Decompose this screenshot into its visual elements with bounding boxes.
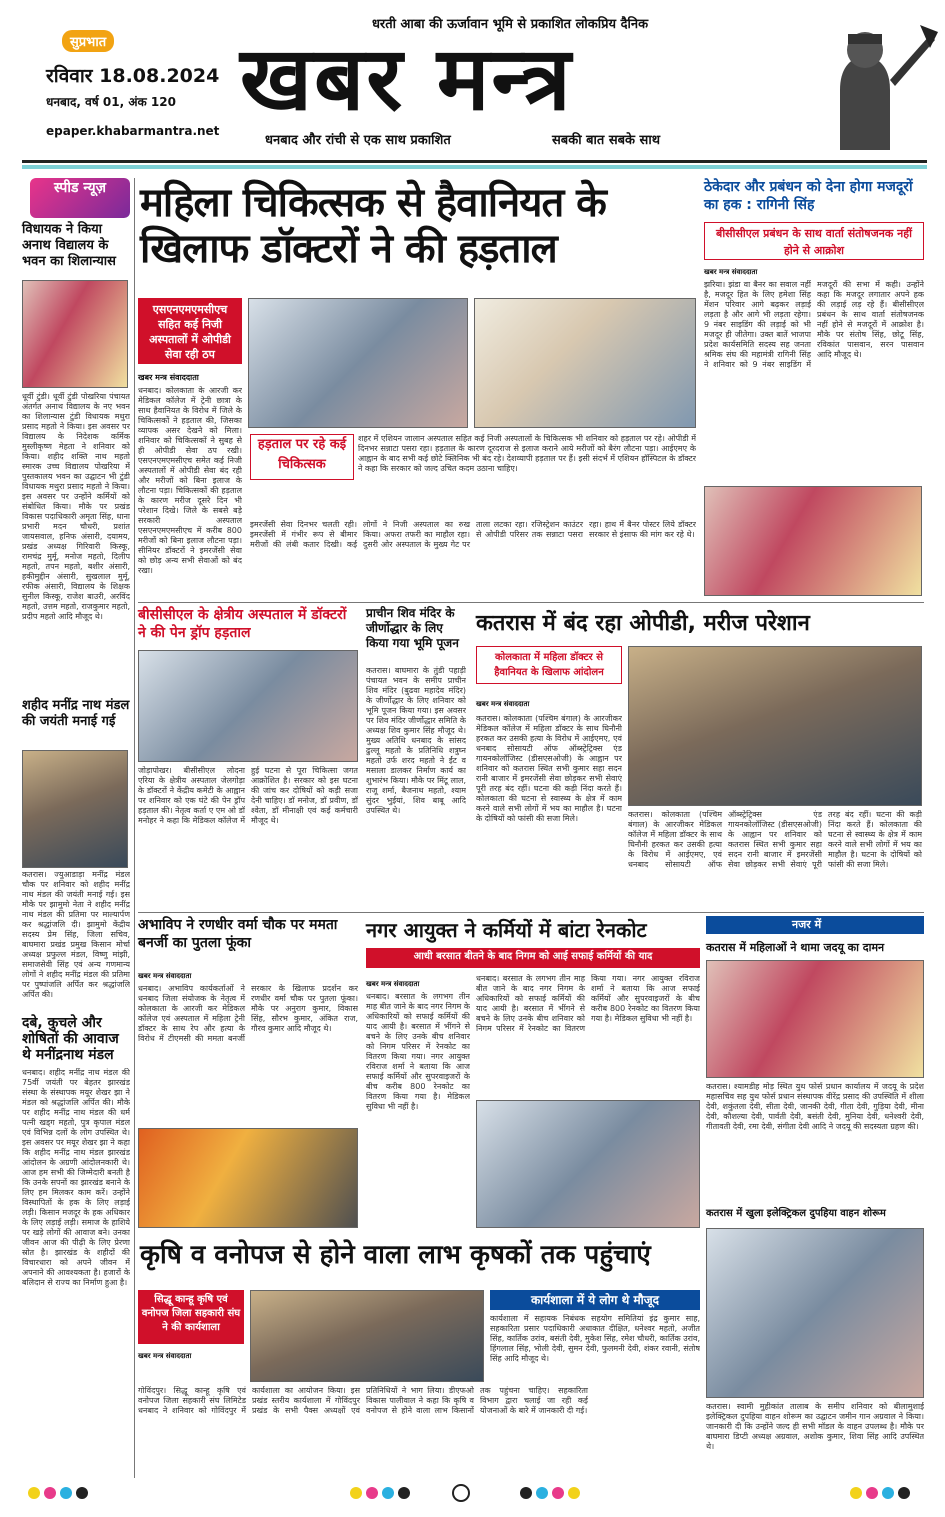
speed-body-1: धूर्वी टुंडी। धूर्वी टुंडी पोखरिया पंचायत अंतर्गत अनाथ विद्यालय के नए भवन का शिलान्यास टुंडी विधायक मथुरा प्रसाद महतो ने किया। इस अवसर पर विद्यालय के निदेशक कर्मिक मुस्लीकृष्ण मेहता ने शनिवार को किया। शहीद शक्ति नाथ महतो स्मारक उच्च विद्यालय पोखरिया में पुस्तकालय भवन का उद्घाटन भी टुंडी विधायक मथुरा प्रसाद महतो ने किया। इस अवसर पर उन्होंने कर्मियों को संबोधित किया। मौके पर प्रखंड विकास पदाधिकारी अमृता सिंह, धाना प्रभारी मदन चौधरी, प्रशांत जायसवाल, हनिफ अंसारी, दयामय, प्रखंड अध्यक्ष गिरिवारी किस्कू, रामचंद्र मुर्मू, मनोज महतो, दिलीप महतो, तपन महतो, बशीर अंसारी, हकीमुद्दीन अंसारी, सुखलाल मुर्मू, रफीक अंसारी, विद्यालय के शिक्षक सुनील किस्कू, राजेश बाउरी, अरविंद महतो, उत्तम महतो, राजकुमार महतो, प्रदीप महतो आदि मौजूद थे। (22, 392, 130, 621)
nagar-kicker: आधी बरसात बीतने के बाद निगम को आई सफाई कर्मियों की याद (366, 948, 700, 968)
lead-byline: खबर मन्त्र संवाददाता (138, 373, 199, 382)
shiv-headline: प्राचीन शिव मंदिर के जीर्णोद्धार के लिए किया गया भूमि पूजन (366, 606, 459, 650)
nagar-body: धनबाद। बरसात के लगभग तीन माह बीत जाने के बाद नगर निगम के अधिकारियों को सफाई कर्मियों की याद आयी है। बरसात में भींगने से बचने के लिए उनके बीच शनिवार को निगम परिसर में रेनकोट का वितरण किया गया। नगर आयुक्त रविराज शर्मा ने बताया कि आज सफाई कर्मियों और सुपरवाइजरों के बीच करीब 800 रेनकोट का वितरण किया गया है। मेडिकल सुविधा भी नहीं है। (366, 992, 470, 1111)
speed-photo-1 (22, 280, 128, 388)
nagar-body-2: धनबाद। बरसात के लगभग तीन माह बीत जाने के बाद नगर निगम के अधिकारियों को सफाई कर्मियों की याद आयी है। बरसात में भींगने से बचने के लिए उनके बीच शनिवार को निगम परिसर में रेनकोट का वितरण किया गया। नगर आयुक्त रविराज शर्मा ने बताया कि आज सफाई कर्मियों और सुपरवाइजरों के बीच करीब 800 रेनकोट का वितरण किया गया है। मेडिकल सुविधा भी नहीं है। (476, 974, 700, 1033)
nagar-headline: नगर आयुक्त ने कर्मियों में बांटा रेनकोट (366, 918, 647, 942)
epaper-link[interactable]: epaper.khabarmantra.net (46, 124, 220, 138)
right-byline: खबर मन्त्र संवाददाता (704, 268, 758, 276)
nagar-byline: खबर मन्त्र संवाददाता (366, 980, 420, 988)
speed-headline-3: दबे, कुचले और शोषितों की आवाज थे मनींद्रनाथ मंडल (22, 1015, 119, 1063)
registration-marks-right (520, 1487, 580, 1499)
krishi-sidebar-body: कार्यशाला में सहायक निबंधक सहयोग समितियां इंद्र कुमार साह, सहकारिता प्रसार पदाधिकारी अधाकात दीक्षित, धनेश्वर महतो, अजीत सिंह, कार्तिक उरांव, बसंती देवी, मुकेश सिंह, रमेश चौधरी, कार्तिक उरांव, हिंगलाल सिंह, भोली देवी, सुमन देवी, फुलमनी देवी, शंकर रवानी, संतोष सिंह आदि मौजूद थे। (490, 1314, 700, 1363)
nazar-body-1: कतरास। श्यामडीह मोड़ स्थित युथ फोर्स प्रधान कार्यालय में जदयू के प्रदेश महासचिव सह युथ फोर्स प्रधान संस्थापक वीरेंद्र प्रसाद की उपस्थिति में शीला देवी, शकुंतला देवी, सीता देवी, जानकी देवी, गीता देवी, गुड़िया देवी, मीना देवी, कौशल्या देवी, पार्वती देवी, बसंती देवी, मुनिया देवी, धनेश्वरी देवी, गीतावती देवी, रमा देवी, संगीता देवी आदि ने जदयू की सदस्यता ग्रहण की। (706, 1082, 924, 1131)
lead-red-kicker: हड़ताल पर रहे कई चिकित्सक (250, 434, 354, 480)
tagline: धरती आबा की ऊर्जावान भूमि से प्रकाशित लोकप्रिय दैनिक (371, 17, 649, 32)
speed-headline-2: शहीद मनींद्र नाथ मंडल की जयंती मनाई गई (22, 698, 130, 729)
header-rule (22, 160, 927, 163)
nazar-photo-1 (706, 960, 924, 1078)
brand-tag: सुप्रभात (62, 30, 114, 52)
lead-body-2: शहर में एशियन जालान अस्पताल सहित कई निजी अस्पतालों के चिकित्सक भी शनिवार को हड़ताल पर रहे। ओपीडी में दिनभर सन्नाटा पसरा रहा। हड़ताल के कारण दूरदराज से इलाज कराने आये मरीजों को बैरंग लौटना पड़ा। आईएमए के आह्वान के बाद सभी कई छोटे क्लिनिक भी बंद रहे। देशव्यापी हड़ताल पर हैं। इसी संदर्भ में एशियन हॉस्पिटल के डॉक्टर ने कहा कि सरकार को जल्द उचित कदम उठाना चाहिए। (358, 434, 696, 473)
speed-body-2: कतरास। ज्युआडाड़ा मनींद्र मंडल चौक पर शनिवार को शहीद मनींद्र नाथ मंडल की जयंती मनाई गई। इस मौके पर झामुमो नेता ने शहीद मनींद्र नाथ मंडल की प्रतिमा पर माल्यार्पण कर श्रद्धांजलि दी। झामुमो केंद्रीय सदस्य प्रेम सिंह, जिला सचिव, बाघमारा प्रखंड प्रमुख किसान मोर्चा अध्यक्ष प्रफुल्ल मंडल, विष्णु मांझी, समाजसेवी सिंह एवं अन्य गणमान्य लोगों ने शहीद मनींद्र मंडल की प्रतिमा पर पुष्पांजलि अर्पित कर श्रद्धांजलि अर्पित की। (22, 870, 130, 999)
speed-body-3: धनबाद। शहीद मनींद्र नाथ मंडल की 75वीं जयंती पर बेहतर झारखंड संस्था के संस्थापक मयूर शेखर झा ने मंडल को श्रद्धांजलि अर्पित की। मौके पर शहीद मनींद्र नाथ मंडल की धर्म पत्नी खड्ग महतो, पुत्र कृपाल मंडल एवं विभिन्न दलों के लोग उपस्थित थे। इस अवसर पर मयूर शेखर झा ने कहा कि शहीद मनींद्र नाथ मंडल झारखंड आंदोलन के अग्रणी आंदोलनकारी थे। आज हम सभी की जिम्मेदारी बनती है कि उनके सपनों का झारखंड बनाने के लिए हम मिलकर काम करें। उन्होंने विस्थापितों के हक के लिए लड़ाई लड़ी। किसान मजदूर के हक अधिकार के लिए लड़ाई लड़ी। समाज के हाशिये पर खड़े लोगों की आवाज बने। उनका जीवन आज की पीढ़ी के लिए प्रेरणा स्रोत है। झारखंड के शहीदों की विचारधारा को अपने जीवन में अपनाने की आवश्यकता है। हजारों के बलिदान से राज्य का निर्माण हुआ है। (22, 1068, 130, 1287)
registration-marks-left (28, 1487, 88, 1499)
katras-headline: कतरास में बंद रहा ओपीडी, मरीज परेशान (476, 611, 810, 636)
right-headline: ठेकेदार और प्रबंधन को देना होगा मजदूरों का हक : रागिनी सिंह (704, 179, 913, 213)
katras-body-2: कतरास। कोलकाता (पश्चिम बंगाल) के आरजीकर मेडिकल कॉलेज में महिला डॉक्टर के साथ घिनौनी हरकत कर उसकी हत्या के विरोध में आईएमए, एवं धनबाद सोसायटी ऑफ ऑब्स्ट्रेट्रिक्स एंड गायनकोलॉजिस्ट (डीसएसओजी) के आह्वान पर शनिवार को कतरास स्थित सभी कुमार सहा सदन रानी बाजार में इमरजेंसी सेवा छोड़कर सभी सेवाएं पूरी तरह बंद रहीं। घटना की कड़ी निंदा करते हैं। कोलकाता की घटना से स्वास्थ्य के क्षेत्र में काम करने वाले सभी लोगों में भय का माहौल है। घटना के दोषियों को फांसी की सजा मिले। (628, 810, 922, 869)
abvp-photo (138, 1128, 358, 1228)
nazar-label: नजर में (792, 918, 822, 931)
column-divider (134, 178, 135, 1478)
section-divider (138, 602, 924, 603)
issue-number: धनबाद, वर्ष 01, अंक 120 (46, 95, 176, 109)
right-photo (704, 486, 922, 596)
bccl-headline: बीसीसीएल के क्षेत्रीय अस्पताल में डॉक्टरों ने की पेन ड्रॉप हड़ताल (138, 607, 347, 641)
krishi-kicker: सिद्धू कान्हू कृषि एवं वनोपज जिला सहकारी संघ ने की कार्यशाला (138, 1290, 244, 1344)
abvp-body: धनबाद। अभाविप कार्यकर्ताओं ने धनबाद जिला संयोजक के नेतृत्व में कोलकाता के आरजी कर मेडिकल कॉलेज एवं अस्पताल में महिला ट्रेनी डॉक्टर के साथ रेप और हत्या के विरोध में टीएमसी की ममता बनर्जी सरकार के खिलाफ प्रदर्शन कर रणधीर वर्मा चौक पर पुतला फूंका। मौके पर अनुराग कुमार, विकास सिंह, सौरभ कुमार, अंकित राज, गौरव कुमार आदि मौजूद थे। (138, 984, 358, 1043)
katras-kicker: कोलकाता में महिला डॉक्टर से हैवानियत के खिलाफ आंदोलन (476, 646, 622, 684)
lead-body-3: इमरजेंसी सेवा दिनभर चलती रही। इमरजेंसी में गंभीर रूप से बीमार मरीजों की लंबी कतार दिखी। कई लोगों ने निजी अस्पताल का रुख किया। अफरा तफरी का माहौल रहा। दुसरी ओर अस्पताल के मुख्य गेट पर ताला लटका रहा। रजिस्ट्रेशन काउंटर से ओपीडी परिसर तक सन्नाटा पसरा रहा। हाथ में बैनर पोस्टर लिये डॉक्टर सरकार से इंसाफ की मांग कर रहे थे। (250, 520, 696, 549)
miner-statue-icon (770, 20, 940, 150)
nazar-headline-2: कतरास में खुला इलेक्ट्रिकल दुपहिया वाहन शोरूम (706, 1208, 886, 1219)
speed-news-label: स्पीड न्यूज़ (30, 178, 130, 218)
krishi-body: गोविंदपुर। सिद्धू कान्हू कृषि एवं वनोपज जिला सहकारी संघ लिमिटेड धनबाद ने शनिवार को गोविंदपुर में कार्यशाला का आयोजन किया। इस प्रखंड स्तरीय कार्यशाला में गोविंदपुर प्रखंड के सभी पैक्स अध्यक्षों एवं प्रतिनिधियों ने भाग लिया। डीएफओ विकास पालीवाल ने कहा कि कृषि व वनोपज से होने वाला लाभ किसानों तक पहुंचना चाहिए। सहकारिता विभाग द्वारा चलाई जा रही कई योजनाओं के बारे में जानकारी दी गई। (138, 1386, 588, 1415)
registration-marks-center (350, 1487, 410, 1499)
nazar-bar (706, 916, 924, 934)
section-divider-2 (138, 912, 924, 913)
lead-photo-2 (474, 298, 696, 428)
masthead: खबर मन्त्र (240, 26, 573, 130)
nazar-headline-1: कतरास में महिलाओं ने थामा जदयू का दामन (706, 941, 885, 954)
katras-body: कतरास। कोलकाता (पश्चिम बंगाल) के आरजीकर मेडिकल कॉलेज में महिला डॉक्टर के साथ घिनौनी हरकत कर उसकी हत्या के विरोध में आईएमए, एवं धनबाद सोसायटी ऑफ ऑब्स्ट्रेट्रिक्स एंड गायनकोलॉजिस्ट (डीसएसओजी) के आह्वान पर शनिवार को कतरास स्थित सभी कुमार सहा सदन रानी बाजार में इमरजेंसी सेवा छोड़कर सभी सेवाएं पूरी तरह बंद रहीं। घटना की कड़ी निंदा करते हैं। कोलकाता की घटना से स्वास्थ्य के क्षेत्र में काम करने वाले सभी लोगों में भय का माहौल है। घटना के दोषियों को फांसी की सजा मिले। (476, 714, 622, 823)
lead-body: धनबाद। कोलकाता के आरजी कर मेडिकल कॉलेज में ट्रेनी छात्रा के साथ हैवानियत के विरोध में जिले के चिकित्सकों ने हड़ताल की, जिसका व्यापक असर देखने को मिला। शनिवार को चिकित्सकों ने सुबह से ही ओपीडी सेवा ठप रखी। एसएनएमएमसीएच समेत कई निजी अस्पतालों में ओपीडी सेवा बंद रही और मरीजों को बिना इलाज के लौटना पड़ा। चिकित्सकों की हड़ताल के कारण मरीज दूसरे दिन भी परेशान दिखे। जिले के सबसे बड़े सरकारी अस्पताल एसएनएमएमसीएच में करीब 800 मरीजों को बिना इलाज लौटना पड़ा। सीनियर डॉक्टरों ने इमरजेंसी सेवा को छोड़ अन्य सभी सेवाओं को बंद रखा। (138, 386, 242, 575)
issue-date: रविवार 18.08.2024 (46, 65, 220, 87)
krishi-photo (250, 1290, 484, 1382)
shiv-body: कतरास। बाघमारा के तुंडी पहाड़ी पंचायत भवन के समीप प्राचीन शिव मंदिर (बुढवा महादेव मंदिर) के जीर्णोद्धार के लिए शनिवार को भूमि पूजन किया गया। इस अवसर पर शिव मंदिर जीर्णोद्धार समिति के अध्यक्ष शिव कुमार सिंह मौजूद थे। मुख्य अतिथि धनबाद के सांसद ढुल्लू महतो के प्रतिनिधि शत्रुघ्न महतो उर्फ शरद महतो ने ईंट व मसाला डालकर निर्माण कार्य का शुभारंभ किया। मौके पर मिंटू लाल, राजू शर्मा, बैजनाथ महतो, श्याम सुंदर भुईयां, शिव बाबू आदि उपस्थित थे। (366, 666, 466, 815)
abvp-headline: अभाविप ने रणधीर वर्मा चौक पर ममता बनर्जी का पुतला फूंका (138, 917, 338, 951)
speed-headline-1: विधायक ने किया अनाथ विद्यालय के भवन का शिलान्यास (22, 222, 116, 269)
krishi-sidebar-title: कार्यशाला में ये लोग थे मौजूद (490, 1290, 700, 1310)
krishi-headline: कृषि व वनोपज से होने वाला लाभ कृषकों तक पहुंचाएं (140, 1240, 651, 1270)
abvp-byline: खबर मन्त्र संवाददाता (138, 972, 192, 980)
nazar-body-2: कतरास। स्वामी मुहीकांत तालाब के समीप शनिवार को बीलामुशाई इलेक्ट्रिकल दुपहिया वाहन शोरूम का उद्घाटन जमीन गान अग्रवाल ने किया। जानकारी दी कि उन्होंने जल्द ही सभी मॉडल के वाहन उपलब्ध है। मौके पर बाघमारा डिप्टी अध्यक्ष अग्रवाल, अशोक कुमार, शिवा सिंह आदि उपस्थित थे। (706, 1402, 924, 1451)
registration-marks-far-right (850, 1487, 910, 1499)
krishi-byline: खबर मन्त्र संवाददाता (138, 1352, 192, 1360)
right-body: झरिया। झंडा वा बैनर का सवाल नहीं है, मजदूर हित के लिए हमेशा सिंह मेंशन परिवार आगे बढ़कर लड़ाई लड़ता है और आगे भी लड़ता रहेगा। 9 नंबर साइडिंग की लड़ाई को भी मजदूर ही जीतेगा। उक्त बातें भाजपा प्रदेश कार्यसमिति सदस्य सह जनता श्रमिक संघ की महामंत्री रागिनी सिंह ने शनिवार को 9 नंबर साइडिंग में मजदूरों की सभा में कही। उन्होंने कहा कि मजदूर लगातार अपने हक की लड़ाई लड़ रहे हैं। बीसीसीएल प्रबंधन के साथ वार्ता संतोषजनक नहीं होने से मजदूरों में आक्रोश है। मौके पर संतोष सिंह, छोटू सिंह, रविकांत पासवान, सरन पासवान आदि मौजूद थे। (704, 280, 924, 369)
katras-byline: खबर मन्त्र संवाददाता (476, 700, 530, 708)
katras-photo (628, 646, 922, 806)
masthead-subtitle: धनबाद और रांची से एक साथ प्रकाशित (265, 133, 451, 148)
speed-photo-2 (22, 750, 128, 868)
bccl-photo (138, 650, 358, 762)
right-kicker: बीसीसीएल प्रबंधन के साथ वार्ता संतोषजनक नहीं होने से आक्रोश (704, 222, 924, 260)
lead-kicker: एसएनएमएमसीएच सहित कई निजी अस्पतालों में ओपीडी सेवा रही ठप (138, 298, 242, 364)
nazar-photo-2 (706, 1228, 924, 1398)
lead-photo-1 (248, 298, 468, 428)
nagar-photo (476, 1100, 700, 1228)
bccl-body: जोड़ापोखर। बीसीसीएल लोदना एरिया के क्षेत्रीय अस्पताल जेलगोड़ा के डॉक्टरों ने केंद्रीय कमेटी के आह्वान पर शनिवार को एक घंटे की पेन ड्रॉप हड़ताल की। नेतृत्व कर्ता ए एम ओ डॉ मनोहर ने कहा कि मेडिकल कॉलेज में हुई घटना से पूरा चिकित्सा जगत आक्रोशित है। सरकार को इस घटना की जांच कर दोषियों को कड़ी सजा देनी चाहिए। डॉ मनोज, डॉ प्रवीण, डॉ श्वेता, डॉ मीनाक्षी एवं कई कर्मचारी मौजूद थे। (138, 766, 358, 825)
masthead-slogan: सबकी बात सबके साथ (552, 133, 660, 148)
header-accent-bar (22, 165, 927, 169)
lead-headline: महिला चिकित्सक से हैवानियत के खिलाफ डॉक्टरों ने की हड़ताल (140, 179, 606, 272)
crosshair-icon (452, 1484, 470, 1502)
